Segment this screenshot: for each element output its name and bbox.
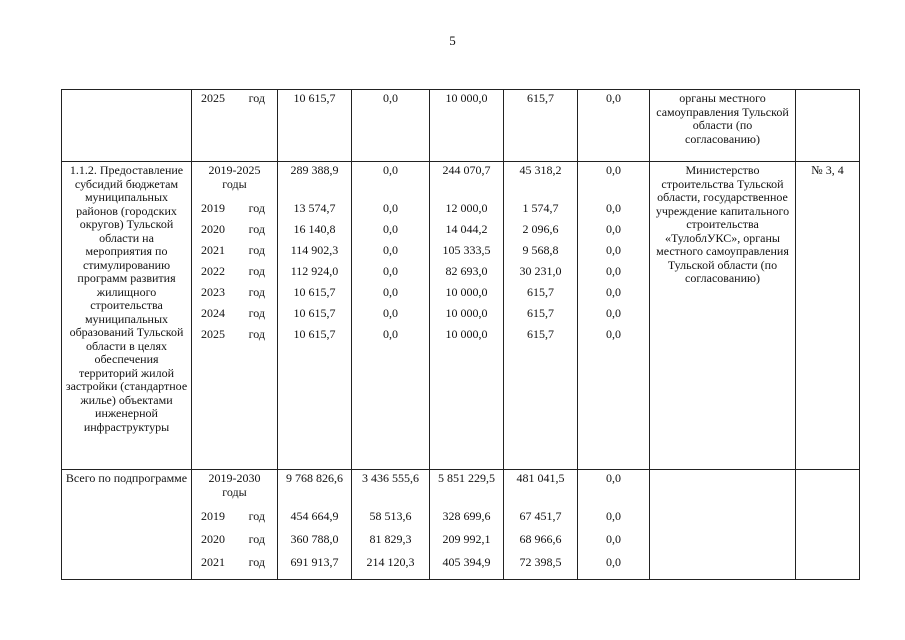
table-cell-text: 289 388,9 bbox=[290, 163, 339, 177]
value-cell bbox=[578, 286, 649, 307]
value-cell bbox=[278, 533, 351, 556]
table-cell-text: 82 693,0 bbox=[445, 264, 488, 278]
value-cell bbox=[278, 470, 351, 510]
table-cell-text: 2023 bbox=[201, 285, 225, 299]
value-cell bbox=[352, 244, 429, 265]
table-cell-text: 454 664,9 bbox=[290, 509, 339, 523]
value-cell bbox=[430, 307, 503, 328]
value-cell bbox=[430, 328, 503, 349]
table-cell-text: 2021 bbox=[201, 555, 225, 569]
local-column bbox=[504, 162, 578, 470]
value-cell bbox=[278, 265, 351, 286]
year-cell bbox=[192, 162, 278, 470]
value-cell bbox=[504, 470, 577, 510]
value-cell bbox=[578, 202, 649, 223]
value-cell bbox=[278, 244, 351, 265]
period-row bbox=[192, 90, 277, 113]
extra-column bbox=[578, 470, 650, 580]
table-row-total bbox=[62, 470, 860, 580]
table-cell-text: 13 574,7 bbox=[293, 201, 336, 215]
year-cell bbox=[192, 90, 278, 162]
table-cell-text: 0,0 bbox=[383, 243, 398, 257]
value-regional: 10 000,0 bbox=[445, 91, 488, 105]
value-cell bbox=[578, 470, 649, 510]
federal-column bbox=[352, 470, 430, 580]
table-cell bbox=[352, 90, 430, 162]
table-cell-text: 0,0 bbox=[606, 285, 621, 299]
total-column bbox=[278, 470, 352, 580]
table-cell-text: 405 394,9 bbox=[442, 555, 491, 569]
table-cell-text: 2019 bbox=[201, 201, 225, 215]
table-cell-text: 114 902,3 bbox=[290, 243, 339, 257]
table-cell-text: годы bbox=[222, 484, 247, 499]
responsible-cell: Министерство строительства Тульской области, государственное учреждение капитального строительства «ТулоблУКС», органы местного самоуправления Тульской области (по согласованию) bbox=[650, 162, 796, 470]
table-cell-text: 16 140,8 bbox=[293, 222, 336, 236]
value-cell bbox=[352, 328, 429, 349]
year-label: 2025 bbox=[201, 91, 225, 105]
value-cell bbox=[504, 223, 577, 244]
table-cell-text: год bbox=[248, 327, 265, 341]
table-cell-text: 2019 bbox=[201, 509, 225, 523]
responsible-cell-prev: органы местного самоуправления Тульской области (по согласованию) bbox=[650, 90, 796, 162]
table-cell-text: 0,0 bbox=[606, 306, 621, 320]
table-cell-text: 0,0 bbox=[606, 243, 621, 257]
table-cell-text: 12 000,0 bbox=[445, 201, 488, 215]
value-cell bbox=[430, 244, 503, 265]
table-cell-text: 2 096,6 bbox=[522, 222, 559, 236]
value-cell bbox=[192, 265, 277, 286]
responsible-cell-total bbox=[650, 470, 796, 580]
table-cell bbox=[504, 90, 578, 162]
table-cell-text: 0,0 bbox=[606, 163, 621, 177]
table-cell-text: 2020 bbox=[201, 222, 225, 236]
table-cell-text: 105 333,5 bbox=[442, 243, 491, 257]
table-cell-text: 2024 bbox=[201, 306, 225, 320]
table-cell-text: 0,0 bbox=[383, 222, 398, 236]
value-cell bbox=[430, 556, 503, 579]
table-cell-text: 0,0 bbox=[606, 555, 621, 569]
table-cell-text: 68 966,6 bbox=[519, 532, 562, 546]
value-cell bbox=[430, 223, 503, 244]
value-cell bbox=[504, 90, 577, 113]
table-cell-text: 67 451,7 bbox=[519, 509, 562, 523]
value-cell bbox=[430, 286, 503, 307]
value-cell bbox=[430, 90, 503, 113]
value-cell bbox=[578, 307, 649, 328]
table-cell-text: 9 568,8 bbox=[522, 243, 559, 257]
value-cell bbox=[352, 470, 429, 510]
table-row-prev bbox=[62, 90, 860, 162]
table-cell-text: 691 913,7 bbox=[290, 555, 339, 569]
value-cell bbox=[578, 265, 649, 286]
value-cell bbox=[352, 162, 429, 202]
value-cell bbox=[192, 556, 277, 579]
table-cell-text: 0,0 bbox=[383, 163, 398, 177]
value-cell bbox=[430, 510, 503, 533]
table-cell-text: 0,0 bbox=[383, 264, 398, 278]
value-total: 10 615,7 bbox=[293, 91, 336, 105]
value-cell bbox=[278, 286, 351, 307]
table-cell-text: 214 120,3 bbox=[366, 555, 415, 569]
value-cell bbox=[504, 533, 577, 556]
table-cell-text: 209 992,1 bbox=[442, 532, 491, 546]
value-cell bbox=[278, 90, 351, 113]
ref-cell-total bbox=[796, 470, 860, 580]
total-column bbox=[278, 162, 352, 470]
table-cell-text: год bbox=[248, 285, 265, 299]
table-cell-text: 30 231,0 bbox=[519, 264, 562, 278]
table-cell-text: 0,0 bbox=[383, 285, 398, 299]
value-cell bbox=[352, 533, 429, 556]
table-cell-text: 328 699,6 bbox=[442, 509, 491, 523]
value-cell bbox=[430, 533, 503, 556]
value-cell bbox=[192, 244, 277, 265]
value-cell bbox=[192, 286, 277, 307]
regional-column bbox=[430, 162, 504, 470]
value-cell bbox=[578, 533, 649, 556]
table-cell-text: 0,0 bbox=[606, 327, 621, 341]
value-cell bbox=[352, 90, 429, 113]
value-cell bbox=[278, 223, 351, 244]
table-cell-text: 0,0 bbox=[606, 471, 621, 485]
value-cell bbox=[504, 556, 577, 579]
value-cell bbox=[192, 510, 277, 533]
table-cell-text: 14 044,2 bbox=[445, 222, 488, 236]
value-cell bbox=[504, 286, 577, 307]
table-cell-text: год bbox=[248, 306, 265, 320]
value-cell bbox=[578, 244, 649, 265]
value-cell bbox=[192, 533, 277, 556]
value-cell bbox=[192, 202, 277, 223]
table-cell-text: 615,7 bbox=[527, 327, 554, 341]
value-cell bbox=[578, 162, 649, 202]
table-cell bbox=[578, 90, 650, 162]
value-cell bbox=[192, 470, 277, 510]
value-cell bbox=[352, 510, 429, 533]
table-cell-text: 0,0 bbox=[383, 327, 398, 341]
ref-cell-prev bbox=[796, 90, 860, 162]
table-cell-text: 615,7 bbox=[527, 306, 554, 320]
name-cell-prev bbox=[62, 90, 192, 162]
table-cell-text: 244 070,7 bbox=[442, 163, 491, 177]
value-cell bbox=[192, 307, 277, 328]
table-cell-text: 481 041,5 bbox=[516, 471, 565, 485]
table-cell-text: 0,0 bbox=[606, 532, 621, 546]
value-cell bbox=[192, 223, 277, 244]
table-cell-text: 58 513,6 bbox=[369, 509, 412, 523]
value-cell bbox=[352, 223, 429, 244]
table-row-1-1-2 bbox=[62, 162, 860, 470]
total-name-cell: Всего по подпрограмме bbox=[62, 470, 192, 580]
value-cell bbox=[278, 162, 351, 202]
value-cell bbox=[352, 202, 429, 223]
value-cell bbox=[430, 265, 503, 286]
value-cell bbox=[430, 202, 503, 223]
table-cell-text: 10 000,0 bbox=[445, 327, 488, 341]
period-total-label bbox=[192, 162, 277, 202]
table-cell-text: 9 768 826,6 bbox=[286, 471, 343, 485]
table-cell-text: 2020 bbox=[201, 532, 225, 546]
table-cell-text: год bbox=[248, 555, 265, 569]
table-cell-text: 2022 bbox=[201, 264, 225, 278]
table-cell-text: год bbox=[248, 264, 265, 278]
value-cell bbox=[430, 470, 503, 510]
value-cell bbox=[504, 307, 577, 328]
value-cell bbox=[352, 556, 429, 579]
value-cell bbox=[504, 265, 577, 286]
table-cell-text: 45 318,2 bbox=[519, 163, 562, 177]
table-cell-text: 2019-2025 bbox=[208, 163, 261, 177]
year-cell bbox=[192, 470, 278, 580]
table-cell-text: 81 829,3 bbox=[369, 532, 412, 546]
value-cell bbox=[278, 510, 351, 533]
ref-cell: № 3, 4 bbox=[796, 162, 860, 470]
table-cell-text: 0,0 bbox=[606, 509, 621, 523]
value-cell bbox=[578, 90, 649, 113]
table-cell-text: 0,0 bbox=[383, 201, 398, 215]
table-cell-text: год bbox=[248, 201, 265, 215]
value-cell bbox=[352, 307, 429, 328]
value-cell bbox=[578, 510, 649, 533]
table-cell bbox=[430, 90, 504, 162]
value-extra: 0,0 bbox=[606, 91, 621, 105]
table-cell-text: год bbox=[248, 532, 265, 546]
local-column bbox=[504, 470, 578, 580]
value-cell bbox=[578, 556, 649, 579]
table-cell-text: год bbox=[248, 222, 265, 236]
table-cell-text: 10 615,7 bbox=[293, 285, 336, 299]
value-cell bbox=[578, 223, 649, 244]
table-cell-text: 10 615,7 bbox=[293, 327, 336, 341]
value-cell bbox=[504, 162, 577, 202]
table-cell-text: 0,0 bbox=[606, 201, 621, 215]
value-cell bbox=[352, 286, 429, 307]
value-cell bbox=[278, 328, 351, 349]
value-federal: 0,0 bbox=[383, 91, 398, 105]
extra-column bbox=[578, 162, 650, 470]
value-local: 615,7 bbox=[527, 91, 554, 105]
value-cell bbox=[504, 202, 577, 223]
table-cell-text: 5 851 229,5 bbox=[438, 471, 495, 485]
table-cell-text: 72 398,5 bbox=[519, 555, 562, 569]
value-cell bbox=[278, 556, 351, 579]
table-cell-text: 3 436 555,6 bbox=[362, 471, 419, 485]
table-cell bbox=[278, 90, 352, 162]
table-cell-text: 10 615,7 bbox=[293, 306, 336, 320]
table-cell-text: 0,0 bbox=[606, 222, 621, 236]
value-cell bbox=[278, 307, 351, 328]
federal-column bbox=[352, 162, 430, 470]
value-cell bbox=[504, 328, 577, 349]
table-cell-text: годы bbox=[222, 176, 247, 191]
value-cell bbox=[504, 244, 577, 265]
table-cell-text: 2019-2030 bbox=[208, 471, 261, 485]
regional-column bbox=[430, 470, 504, 580]
value-cell bbox=[578, 328, 649, 349]
table-cell-text: 0,0 bbox=[383, 306, 398, 320]
table-cell-text: 615,7 bbox=[527, 285, 554, 299]
table-cell-text: год bbox=[248, 243, 265, 257]
table-cell-text: 10 000,0 bbox=[445, 285, 488, 299]
budget-table bbox=[61, 89, 860, 580]
table-cell-text: 2021 bbox=[201, 243, 225, 257]
table-cell-text: 1 574,7 bbox=[522, 201, 559, 215]
table-cell-text: 10 000,0 bbox=[445, 306, 488, 320]
value-cell bbox=[504, 510, 577, 533]
value-cell bbox=[352, 265, 429, 286]
table-cell-text: 2025 bbox=[201, 327, 225, 341]
value-cell bbox=[192, 328, 277, 349]
value-cell bbox=[278, 202, 351, 223]
table-cell-text: 360 788,0 bbox=[290, 532, 339, 546]
table-cell-text: 0,0 bbox=[606, 264, 621, 278]
table-cell-text: 112 924,0 bbox=[290, 264, 339, 278]
value-cell bbox=[430, 162, 503, 202]
page-number: 5 bbox=[449, 33, 456, 48]
activity-name-cell: 1.1.2. Предоставление субсидий бюджетам муниципальных районов (городских округов) Тульской области на мероприятия по стимулированию программ развития жилищного строительства муниципальных образований Тульской области в целях обеспечения территорий жилой застройки (стандартное жилье) объектами инженерной инфраструктуры bbox=[62, 162, 192, 470]
table-cell-text: год bbox=[248, 509, 265, 523]
year-unit: год bbox=[248, 91, 265, 105]
